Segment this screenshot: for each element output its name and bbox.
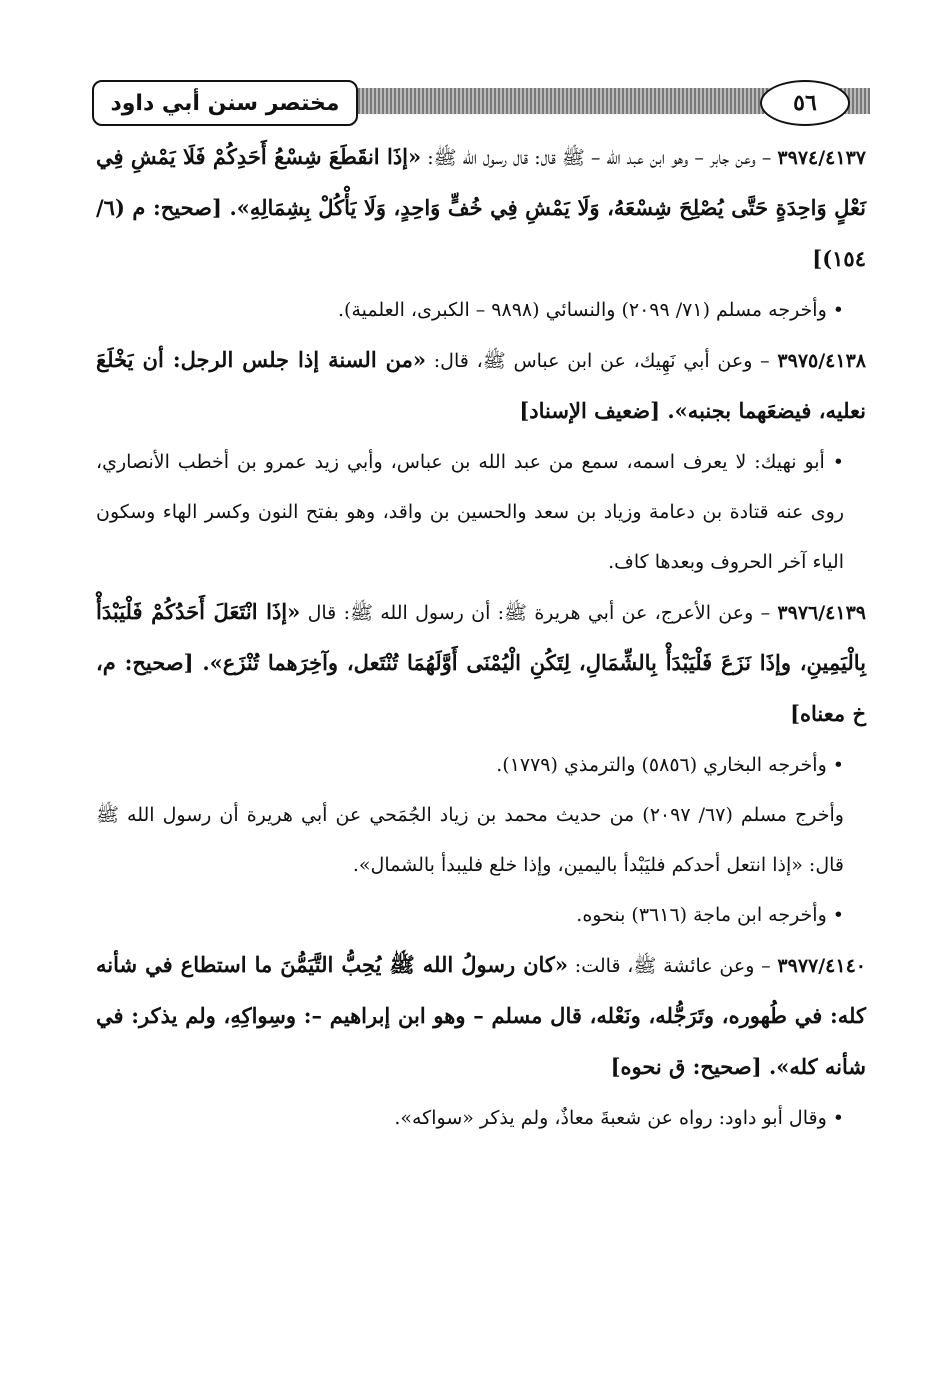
hadith-intro: – وعن الأعرج، عن أبي هريرة ﷺ: أن رسول الله ﷺ: قال [300, 602, 778, 624]
page-number: ٥٦ [760, 80, 850, 126]
hadith-4137 [96, 132, 866, 285]
hadith-text: «إذَا انْتَعَلَ أَحَدُكُمْ فَلْيَبْدَأْ بِالْيَمِينِ، وإذَا نَزَعَ فَلْيَبْدَأْ بِالشِّمَالِ، لِتَكُنِ الْيُمْنَى أَوَّلَهُمَا تُنْتَعل، وآخِرَهما تُنْزَع». [صحيح: م، خ معناه] [96, 599, 866, 726]
hadith-text: «إذَا انقَطَعَ شِسْعُ أَحَدِكُمْ فَلَا يَمْشِ فِي نَعْلٍ وَاحِدَةٍ حَتَّى يُصْلِحَ شِسْعَهُ، وَلَا يَمْشِ فِي خُفٍّ وَاحِدٍ، وَلَا يَأْكُلْ بِشِمَالِهِ». [صحيح: م (٦/ ١٥٤)] [96, 144, 866, 271]
header-bar [342, 88, 770, 114]
hadith-text: «من السنة إذا جلس الرجل: أن يَخْلَعَ نعليه، فيضعَهما بجنبه». [ضعيف الإسناد] [96, 347, 866, 423]
hadith-intro: – وعن عائشة ﷺ، قالت: [568, 955, 778, 977]
page-content [96, 132, 866, 1143]
hadith-number: ٣٩٧٥/٤١٣٨ [777, 350, 866, 372]
hadith-note: • وأخرجه البخاري (٥٨٥٦) والترمذي (١٧٧٩). [496, 754, 844, 776]
hadith-4140 [96, 940, 866, 1093]
page-header [92, 80, 870, 126]
hadith-note: • وأخرجه ابن ماجة (٣٦١٦) بنحوه. [576, 904, 844, 926]
hadith-note: • وقال أبو داود: رواه عن شعبةَ معاذٌ، ولم يذكر «سواكه». [394, 1107, 844, 1129]
hadith-intro: – وعن أبي نَهِيك، عن ابن عباس ﷺ، قال: [426, 350, 778, 372]
hadith-note: • أبو نهيك: لا يعرف اسمه، سمع من عبد الله بن عباس، وأبي زيد عمرو بن أخطب الأنصاري، روى عنه قتادة بن دعامة وزياد بن سعد والحسين بن واقد، وهو بفتح النون وكسر الهاء وسكون الياء آخر الحروف وبعدها كاف. [96, 451, 844, 573]
hadith-4139 [96, 587, 866, 740]
hadith-note: وأخرج مسلم (٦٧/ ٢٠٩٧) من حديث محمد بن زياد الجُمَحي عن أبي هريرة أن رسول الله ﷺ قال: «إذا انتعل أحدكم فليَبْدأ باليمين، وإذا خلع فليبدأ بالشمال». [96, 804, 844, 876]
book-title: مختصر سنن أبي داود [92, 80, 358, 126]
hadith-number: ٣٩٧٦/٤١٣٩ [777, 602, 866, 624]
hadith-text: «كان رسولُ الله ﷺ يُحِبُّ التَّيَمُّنَ ما استطاع في شأنه كله: في طُهوره، وتَرَجُّله، ونَعْله، قال مسلم – وهو ابن إبراهيم –: وسِواكِهِ، ولم يذكر: في شأنه كله». [صحيح: ق نحوه] [96, 952, 866, 1079]
hadith-4138 [96, 335, 866, 437]
hadith-intro: – وعن جابر – وهو ابن عبد الله – ﷺ قال: قال رسول الله ﷺ: [421, 147, 778, 169]
hadith-note: • وأخرجه مسلم (٧١/ ٢٠٩٩) والنسائي (٩٨٩٨ – الكبرى، العلمية). [338, 299, 844, 321]
hadith-number: ٣٩٧٧/٤١٤٠ [777, 955, 866, 977]
hadith-number: ٣٩٧٤/٤١٣٧ [777, 147, 867, 169]
